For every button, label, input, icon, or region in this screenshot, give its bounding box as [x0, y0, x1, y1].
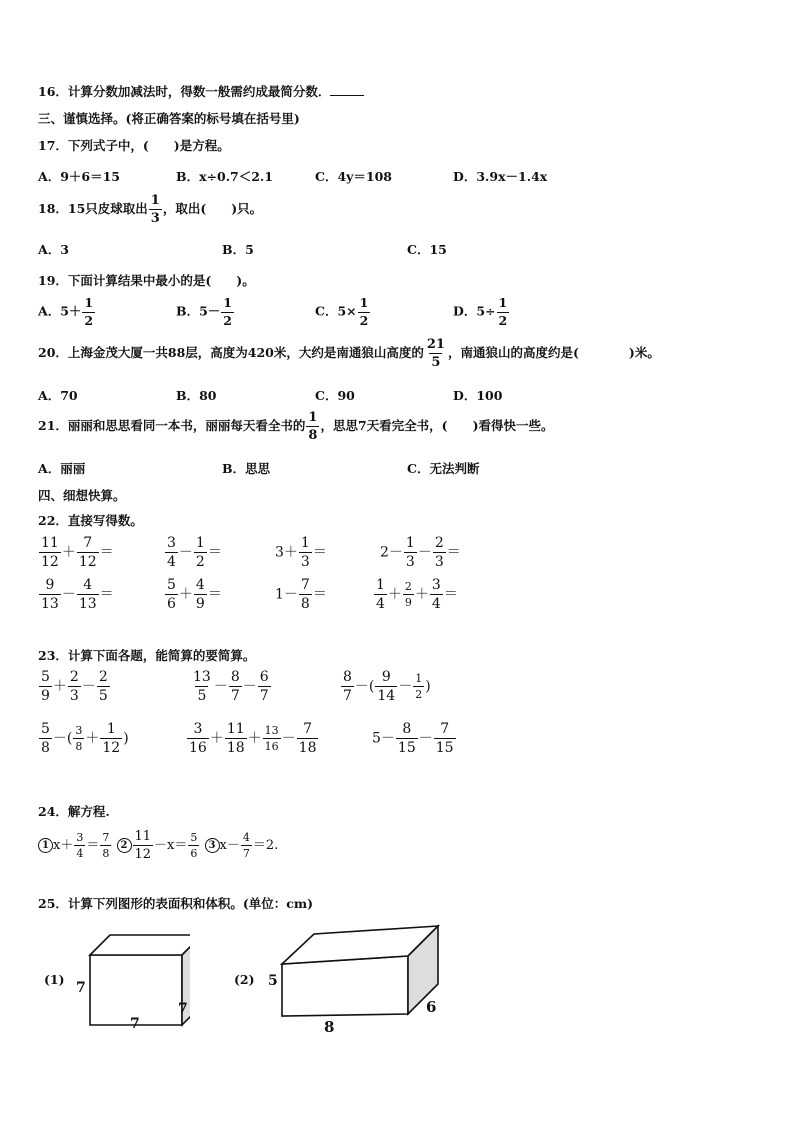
cuboid-figure: [272, 922, 452, 1022]
q21-stem: 21．丽丽和思思看同一本书，丽丽每天看全书的 $\frac{1}{8}$ ，思思7天看完全书，( )看得快一些。: [38, 410, 554, 443]
q22-item-3: 3＋ $\frac{1}{3}$ ＝: [275, 535, 327, 570]
q17-option-b[interactable]: B．x÷0.7＜2.1: [176, 169, 273, 184]
fig2-depth-label: 6: [426, 998, 437, 1016]
q24-equations: 1 x＋ $\frac{3}{4}$ ＝ $\frac{7}{8}$ 2 $\frac{11}{12}$ －x＝ $\frac{5}{6}$ 3 x－ $\frac{4}{7}$ ＝2.: [38, 830, 278, 861]
q23-item-2: $\frac{13}{5}$ － $\frac{8}{7}$ － $\frac{6}{7}$: [193, 669, 269, 704]
fig1-width-label: 7: [130, 1016, 140, 1032]
q17-option-c[interactable]: C．4y＝108: [315, 169, 393, 184]
fig1-depth-label: 7: [178, 1001, 188, 1017]
q23-item-6: 5－ $\frac{8}{15}$ － $\frac{7}{15}$: [372, 721, 454, 756]
section-3-title: 三、谨慎选择。(将正确答案的标号填在括号里): [38, 111, 300, 126]
fig2-label: (2): [234, 972, 255, 987]
circle-number-2: 2: [117, 838, 132, 853]
q16-text: 16．计算分数加减法时，得数一般需约成最简分数．: [38, 82, 364, 100]
q20-option-a[interactable]: A．70: [38, 388, 78, 403]
q18-stem: 18．15只皮球取出 $\frac{1}{3}$ ，取出( )只。: [38, 193, 263, 226]
q22-item-1: $\frac{11}{12}$ ＋ $\frac{7}{12}$ ＝: [41, 535, 114, 570]
section-4-title: 四、细想快算。: [38, 488, 126, 503]
q19-option-c[interactable]: C．5× $\frac{1}{2}$: [315, 295, 369, 328]
fig2-height-label: 5: [268, 973, 278, 989]
q22-item-2: $\frac{3}{4}$ － $\frac{1}{2}$ ＝: [167, 535, 222, 570]
circle-number-3: 3: [205, 838, 220, 853]
q23-item-1: $\frac{5}{9}$ ＋ $\frac{2}{3}$ － $\frac{2}{5}$: [41, 669, 108, 704]
fig1-label: (1): [44, 972, 65, 987]
q23-item-4: $\frac{5}{8}$ －( $\frac{3}{8}$ ＋ $\frac{1}{12}$ ): [41, 721, 129, 756]
circle-number-1: 1: [38, 838, 53, 853]
q25-stem: 25．计算下列图形的表面积和体积。(单位：cm): [38, 896, 314, 911]
fig1-height-label: 7: [76, 980, 86, 996]
q22-stem: 22．直接写得数。: [38, 513, 143, 528]
q20-option-b[interactable]: B．80: [176, 388, 217, 403]
q22-item-5: $\frac{9}{13}$ － $\frac{4}{13}$ ＝: [41, 577, 114, 612]
q23-item-5: $\frac{3}{16}$ ＋ $\frac{11}{18}$ ＋ $\frac{13}{16}$ － $\frac{7}{18}$: [189, 721, 317, 756]
fig2-width-label: 8: [324, 1018, 335, 1036]
q20-option-d[interactable]: D．100: [453, 388, 503, 403]
q22-item-6: $\frac{5}{6}$ ＋ $\frac{4}{9}$ ＝: [167, 577, 222, 612]
q17-stem: 17．下列式子中，( )是方程。: [38, 138, 230, 153]
q21-option-b[interactable]: B．思思: [222, 461, 271, 476]
q20-stem: 20．上海金茂大厦一共88层，高度为420米，大约是南通狼山高度的 $\frac{21}{5}$ ，南通狼山的高度约是( )米。: [38, 337, 660, 370]
q19-option-b[interactable]: B．5－ $\frac{1}{2}$: [176, 295, 232, 328]
answer-blank[interactable]: [330, 85, 364, 96]
q18-option-a[interactable]: A．3: [38, 242, 69, 257]
q21-option-c[interactable]: C．无法判断: [407, 461, 480, 476]
q23-item-3: $\frac{8}{7}$ －( $\frac{9}{14}$ － $\frac{1}{2}$ ): [343, 669, 431, 704]
q20-option-c[interactable]: C．90: [315, 388, 355, 403]
q19-option-d[interactable]: D．5÷ $\frac{1}{2}$: [453, 295, 508, 328]
q19-option-a[interactable]: A．5＋ $\frac{1}{2}$: [38, 295, 94, 328]
q22-item-4: 2－ $\frac{1}{3}$ － $\frac{2}{3}$ ＝: [380, 535, 461, 570]
q24-stem: 24．解方程.: [38, 804, 110, 819]
q23-stem: 23．计算下面各题，能简算的要简算。: [38, 648, 256, 663]
q19-stem: 19．下面计算结果中最小的是( )。: [38, 273, 255, 288]
q21-option-a[interactable]: A．丽丽: [38, 461, 86, 476]
q22-item-8: $\frac{1}{4}$ ＋ $\frac{2}{9}$ ＋ $\frac{3}{4}$ ＝: [376, 577, 458, 612]
q22-item-7: 1－ $\frac{7}{8}$ ＝: [275, 577, 327, 612]
q18-option-b[interactable]: B．5: [222, 242, 254, 257]
q17-option-a[interactable]: A．9＋6＝15: [38, 169, 120, 184]
q17-option-d[interactable]: D．3.9x－1.4x: [453, 169, 548, 184]
q18-option-c[interactable]: C．15: [407, 242, 447, 257]
